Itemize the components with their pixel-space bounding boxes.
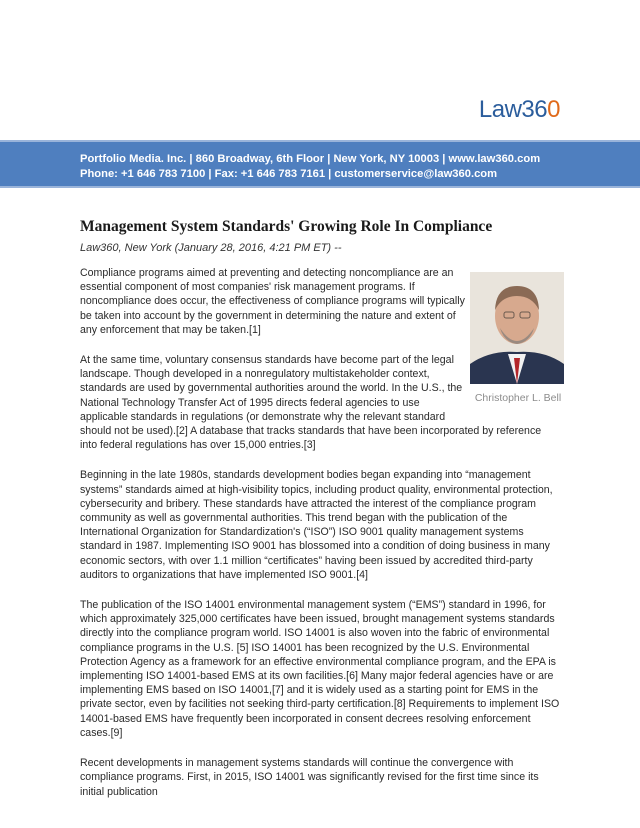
banner-contact-line: Phone: +1 646 783 7100 | Fax: +1 646 783 7161 | customerservice@law360.com <box>80 168 498 180</box>
article-paragraph: Beginning in the late 1980s, standards development bodies began expanding into “management systems” standards aimed at high-visibility topics, including product quality, environmental protection, cybersecurity and bribery. These standards have attracted the interest of the compliance program community as well as governmental authorities. This trend began with the publication of the International Organization for Standardization's (“ISO”) ISO 9001 quality management systems standard in 1987. Implementing ISO 9001 has blossomed into a condition of doing business in many economic sectors, with over 1.1 million “certificates” having been issued by accredited third-party auditors to organizations that have implemented ISO 9001.[4] <box>80 469 553 581</box>
article-body <box>80 266 560 815</box>
article-paragraph: At the same time, voluntary consensus standards have become part of the legal landscape. Though developed in a nonregulatory multistakeholder context, standards are used by governmental authorities around the world. In the U.S., the National Technology Transfer Act of 1995 directs federal agencies to use applicable standards in regulations (or demonstrate why the relevant standard should not be used).[2] A database that tracks standards that have been incorporated by reference into federal regulations has over 15,000 entries.[3] <box>80 354 542 452</box>
article-paragraph: Recent developments in management systems standards will continue the convergence with compliance programs. First, in 2015, ISO 14001 was significantly revised for the first time since its initial publication <box>80 757 539 798</box>
article-title: Management System Standards' Growing Role In Compliance <box>80 218 493 235</box>
article-byline: Law360, New York (January 28, 2016, 4:21 PM ET) -- <box>80 242 342 254</box>
logo-accent: 0 <box>547 96 560 123</box>
article-paragraph: The publication of the ISO 14001 environmental management system (“EMS”) standard in 1996, for which approximately 325,000 certificates have been issued, brought management systems standards directly into the compliance program world. ISO 14001 is also woven into the fabric of environmental compliance programs in the U.S. [5] ISO 14001 has been recognized by the U.S. Environmental Protection Agency as a framework for an effective environmental compliance program, and the EPA is implementing ISO 14001-based EMS at its own facilities.[6] Many major federal agencies have or are implementing EMS based on ISO 14001,[7] and it is widely used as a starting point for EMS in the private sector, even by facilities not seeking third-party certification.[8] Requirements to implement ISO 14001-based EMS have frequently been incorporated in consent decrees resolving enforcement cases.[9] <box>80 599 560 739</box>
law360-logo <box>479 96 560 124</box>
article-paragraph: Compliance programs aimed at preventing and detecting noncompliance are an essential component of most companies' risk management programs. If noncompliance does occur, the effectiveness of compliance programs will typically be taken into account by the government in determining the nature and extent of any enforcement that may be taken.[1] <box>80 267 465 336</box>
contact-banner <box>0 140 640 188</box>
photo-caption: Christopher L. Bell <box>474 392 562 404</box>
logo-text: Law36 <box>478 96 548 123</box>
banner-address-line: Portfolio Media. Inc. | 860 Broadway, 6th Floor | New York, NY 10003 | www.law360.com <box>80 153 541 165</box>
